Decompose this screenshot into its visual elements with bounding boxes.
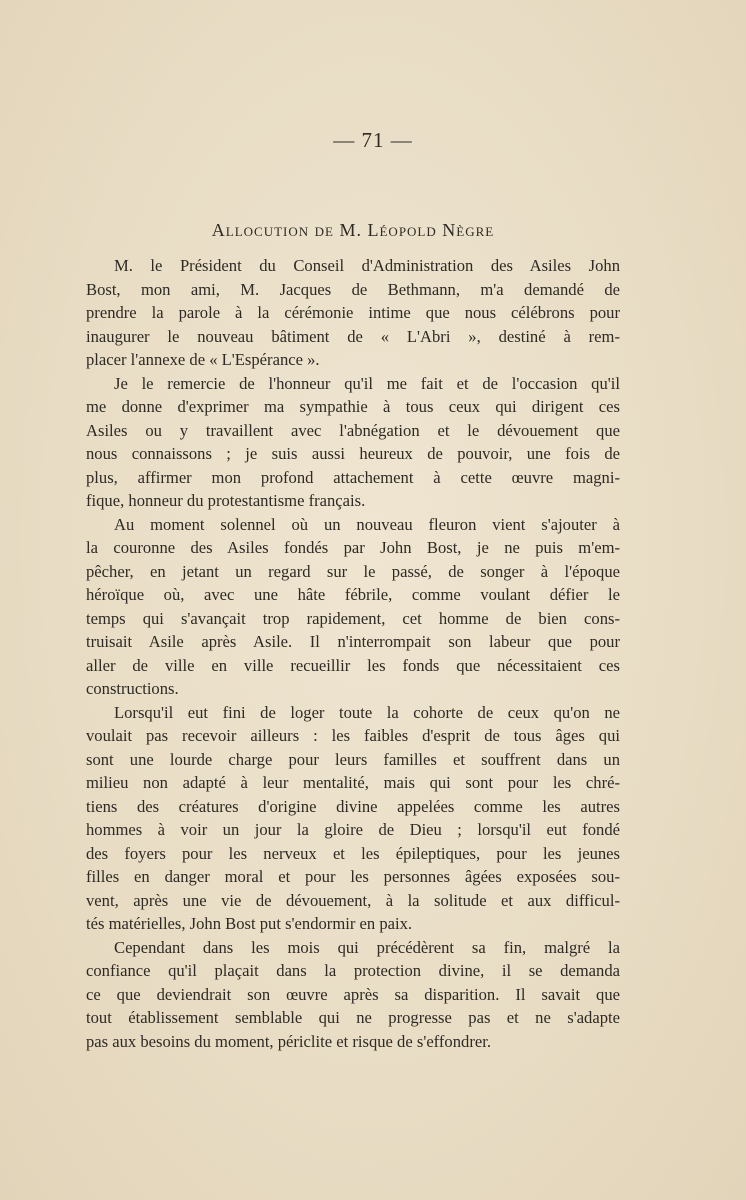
text-line: temps qui s'avançait trop rapidement, cet homme de bien cons-	[86, 608, 620, 628]
text-line: placer l'annexe de « L'Espérance ».	[86, 350, 320, 369]
text-line: milieu non adapté à leur mentalité, mais qui sont pour les chré-	[86, 773, 620, 792]
text-line: filles en danger moral et pour les personnes âgées exposées sou-	[86, 867, 620, 886]
text-line: truisait Asile après Asile. Il n'interrompait son labeur que pour	[86, 632, 620, 651]
text-line: voulait pas recevoir ailleurs : les faibles d'esprit de tous âges qui	[86, 726, 620, 745]
text-line: hommes à voir un jour la gloire de Dieu ; lorsqu'il eut fondé	[86, 820, 620, 839]
text-line: constructions.	[86, 679, 179, 698]
section-heading: Allocution de M. Léopold Nègre	[211, 220, 495, 240]
text-line: pêcher, en jetant un regard sur le passé, de songer à l'époque	[86, 561, 620, 581]
paragraph	[86, 254, 620, 372]
text-line: me donne d'exprimer ma sympathie à tous ceux qui dirigent ces	[86, 397, 620, 416]
text-line: Cependant dans les mois qui précédèrent sa fin, malgré la	[114, 937, 620, 957]
paragraph	[86, 701, 620, 936]
text-line: confiance qu'il plaçait dans la protection divine, il se demanda	[86, 961, 620, 980]
page-number: — 71 —	[333, 128, 413, 152]
text-line: prendre la parole à la cérémonie intime que nous célébrons pour	[86, 303, 620, 322]
text-line: des foyers pour les nerveux et les épileptiques, pour les jeunes	[86, 843, 620, 863]
text-line: Au moment solennel où un nouveau fleuron vient s'ajouter à	[114, 514, 620, 534]
paragraph	[86, 513, 620, 701]
text-line: Lorsqu'il eut fini de loger toute la cohorte de ceux qu'on ne	[114, 702, 620, 722]
text-line: Bost, mon ami, M. Jacques de Bethmann, m'a demandé de	[86, 279, 620, 299]
text-line: vent, après une vie de dévouement, à la solitude et aux difficul-	[86, 890, 620, 910]
text-line: fique, honneur du protestantisme français.	[86, 491, 366, 510]
text-line: Je le remercie de l'honneur qu'il me fait et de l'occasion qu'il	[114, 373, 620, 393]
text-line: plus, affirmer mon profond attachement à cette œuvre magni-	[86, 467, 620, 487]
text-line: pas aux besoins du moment, périclite et risque de s'effondrer.	[86, 1031, 491, 1051]
text-line: nous connaissons ; je suis aussi heureux de pouvoir, une fois de	[86, 444, 620, 463]
text-line: ce que deviendrait son œuvre après sa disparition. Il savait que	[86, 984, 620, 1004]
paragraph	[86, 372, 620, 513]
text-line: inaugurer le nouveau bâtiment de « L'Abri », destiné à rem-	[86, 326, 620, 346]
text-line: héroïque où, avec une hâte fébrile, comme voulant défier le	[86, 585, 620, 604]
text-line: tés matérielles, John Bost put s'endormir en paix.	[86, 914, 413, 933]
paragraph	[86, 936, 620, 1054]
text-line: aller de ville en ville recueillir les fonds que nécessitaient ces	[86, 655, 620, 675]
body-text	[86, 254, 620, 1053]
text-line: Asiles ou y travaillent avec l'abnégation et le dévouement que	[86, 420, 620, 440]
text-line: tiens des créatures d'origine divine appelées comme les autres	[86, 796, 620, 816]
text-line: sont une lourde charge pour leurs familles et souffrent dans un	[86, 749, 620, 769]
text-line: M. le Président du Conseil d'Administration des Asiles John	[114, 256, 620, 275]
text-line: tout établissement semblable qui ne progresse pas et ne s'adapte	[86, 1008, 620, 1027]
text-line: la couronne des Asiles fondés par John Bost, je ne puis m'em-	[86, 538, 620, 557]
